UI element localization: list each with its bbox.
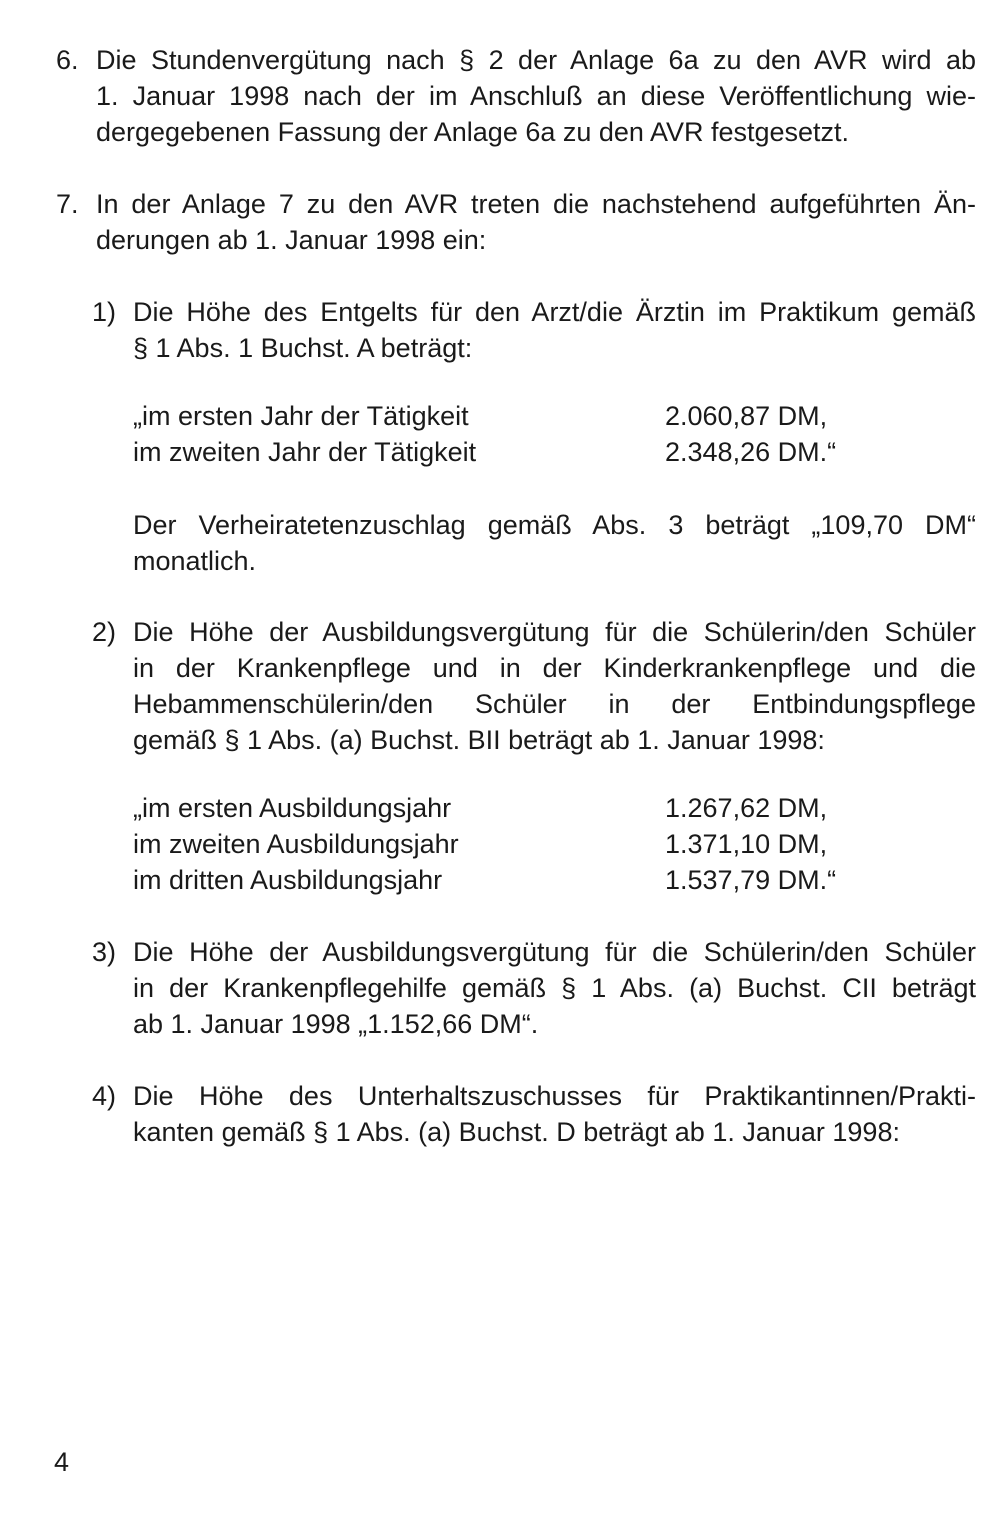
paragraph-line: Die Höhe des Unterhaltszuschusses für Praktikantinnen/Prakti- xyxy=(133,1081,976,1111)
table-row xyxy=(133,398,893,434)
table-row-value: 1.537,79 DM.“ xyxy=(665,865,837,895)
subitem-2-paragraph xyxy=(133,614,976,758)
paragraph-line: 1. Januar 1998 nach der im Anschluß an diese Veröffentlichung wie- xyxy=(96,81,976,111)
paragraph-line: Hebammenschülerin/den Schüler in der Entbindungspflege xyxy=(133,689,976,719)
table-row xyxy=(133,434,893,470)
subitem-number-1: 1) xyxy=(92,297,117,327)
table-row-label: „im ersten Ausbildungsjahr xyxy=(133,793,452,823)
item-number-7: 7. xyxy=(56,189,79,219)
subitem-number-3: 3) xyxy=(92,937,117,967)
table-row-value: 1.371,10 DM, xyxy=(665,829,828,859)
paragraph-line: Die Stundenvergütung nach § 2 der Anlage 6a zu den AVR wird ab xyxy=(96,45,976,75)
paragraph-line: Die Höhe der Ausbildungsvergütung für die Schülerin/den Schüler xyxy=(133,617,976,647)
paragraph-line: ab 1. Januar 1998 „1.152,66 DM“. xyxy=(133,1009,539,1039)
table-row-value: 2.348,26 DM.“ xyxy=(665,437,837,467)
item-number-6: 6. xyxy=(56,45,79,75)
table-row xyxy=(133,790,893,826)
page-number: 4 xyxy=(54,1447,70,1477)
table-row-label: im dritten Ausbildungsjahr xyxy=(133,865,443,895)
paragraph-line: derungen ab 1. Januar 1998 ein: xyxy=(96,225,487,255)
paragraph-line: In der Anlage 7 zu den AVR treten die nachstehend aufgeführten Än- xyxy=(96,189,976,219)
paragraph-line: Die Höhe des Entgelts für den Arzt/die Ärztin im Praktikum gemäß xyxy=(133,297,976,327)
table-row-value: 2.060,87 DM, xyxy=(665,401,828,431)
table-row-label: im zweiten Jahr der Tätigkeit xyxy=(133,437,477,467)
table-row-label: im zweiten Ausbildungsjahr xyxy=(133,829,459,859)
table-row-value: 1.267,62 DM, xyxy=(665,793,828,823)
subitem-number-4: 4) xyxy=(92,1081,117,1111)
subitem-number-2: 2) xyxy=(92,617,117,647)
table-row xyxy=(133,862,893,898)
paragraph-line: monatlich. xyxy=(133,546,257,576)
table-row xyxy=(133,826,893,862)
subitem-1-paragraph xyxy=(133,294,976,366)
paragraph-line: in der Krankenpflegehilfe gemäß § 1 Abs. (a) Buchst. CII beträgt xyxy=(133,973,976,1003)
paragraph-line: Die Höhe der Ausbildungsvergütung für die Schülerin/den Schüler xyxy=(133,937,976,967)
paragraph-line: Der Verheiratetenzuschlag gemäß Abs. 3 beträgt „109,70 DM“ xyxy=(133,510,976,540)
subitem-1-note xyxy=(133,507,976,579)
paragraph-line: gemäß § 1 Abs. (a) Buchst. BII beträgt ab 1. Januar 1998: xyxy=(133,725,825,755)
subitem-4-paragraph xyxy=(133,1078,976,1150)
item-6-paragraph xyxy=(96,42,976,150)
paragraph-line: § 1 Abs. 1 Buchst. A beträgt: xyxy=(133,333,473,363)
paragraph-line: in der Krankenpflege und in der Kinderkrankenpflege und die xyxy=(133,653,976,683)
item-7-paragraph xyxy=(96,186,976,258)
paragraph-line: kanten gemäß § 1 Abs. (a) Buchst. D beträgt ab 1. Januar 1998: xyxy=(133,1117,900,1147)
subitem-3-paragraph xyxy=(133,934,976,1042)
paragraph-line: dergegebenen Fassung der Anlage 6a zu den AVR festgesetzt. xyxy=(96,117,850,147)
table-row-label: „im ersten Jahr der Tätigkeit xyxy=(133,401,469,431)
